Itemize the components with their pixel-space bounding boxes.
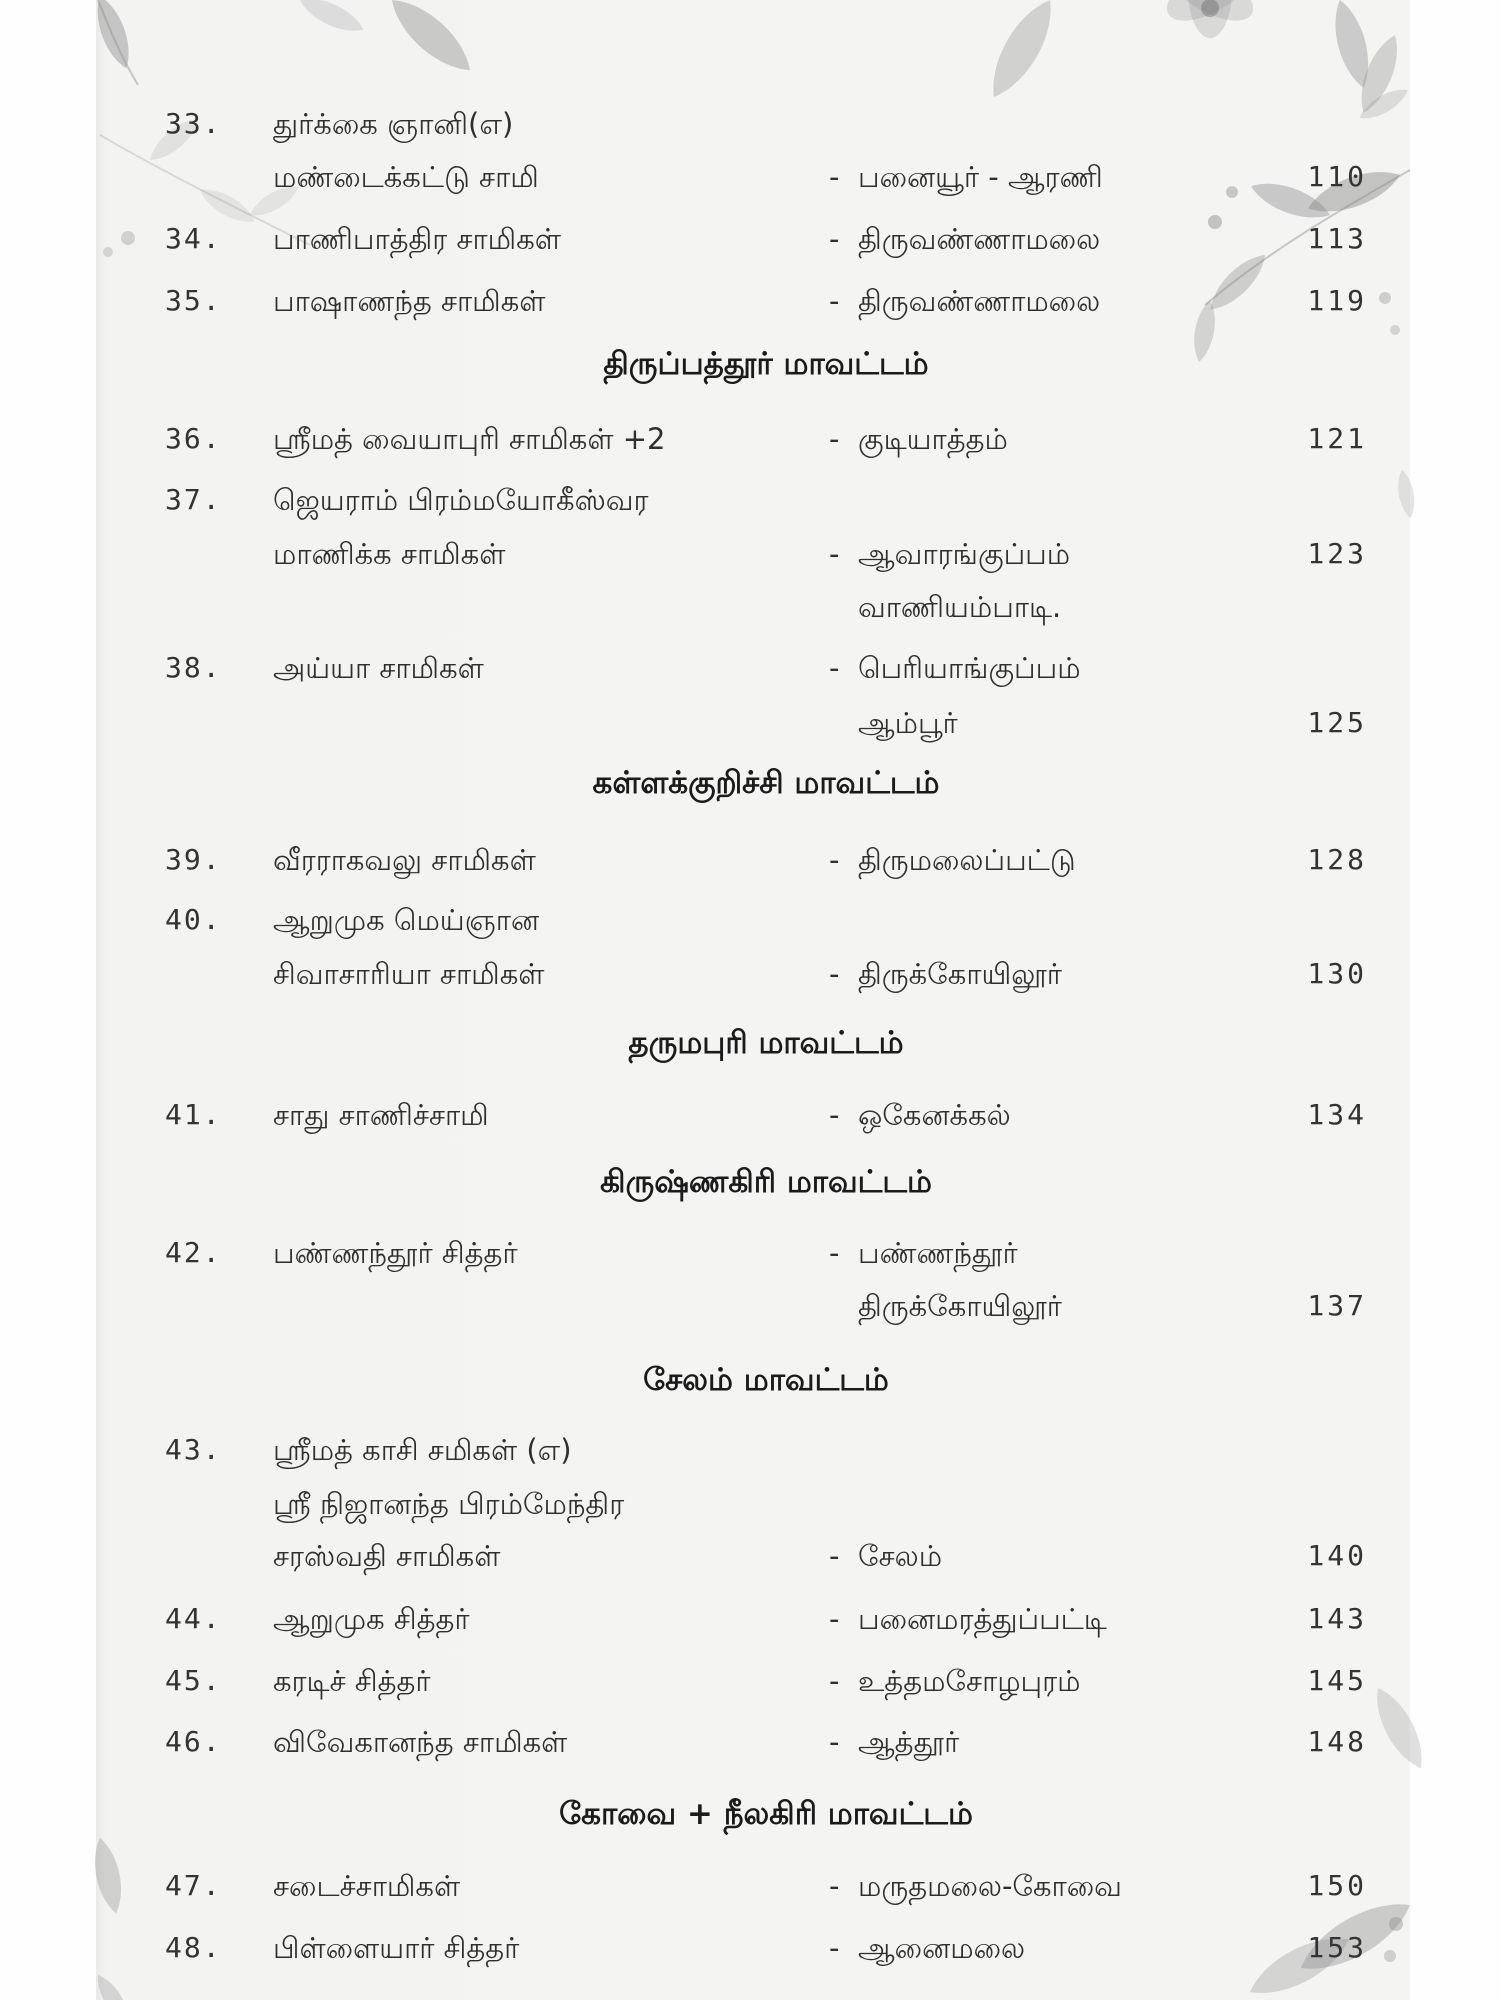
entry-page-number: 148	[1307, 1725, 1367, 1758]
entry-place: சேலம்	[858, 1539, 943, 1573]
entry-number: 37.	[165, 483, 222, 516]
entry-page-number: 134	[1307, 1098, 1367, 1131]
entry-place: திருவண்ணாமலை	[858, 222, 1101, 256]
entry-place: ஆவாரங்குப்பம்	[858, 537, 1071, 571]
entry-separator: -	[829, 651, 840, 685]
entry-name: மாணிக்க சாமிகள்	[273, 537, 506, 571]
entry-name: ஸ்ரீமத் காசி சமிகள் (எ)	[273, 1433, 572, 1467]
entry-name: பண்ணந்தூர் சித்தர்	[273, 1236, 518, 1270]
entry-separator: -	[829, 1664, 840, 1698]
district-heading: திருப்பத்தூர் மாவட்டம்	[603, 346, 929, 382]
entry-number: 46.	[165, 1725, 222, 1758]
entry-name: வீரராகவலு சாமிகள்	[273, 843, 536, 877]
entry-place: திருமலைப்பட்டு	[858, 843, 1076, 877]
entry-place: ஆம்பூர்	[858, 706, 958, 740]
entry-name: சடைச்சாமிகள்	[273, 1869, 461, 1903]
district-heading: கோவை + நீலகிரி மாவட்டம்	[559, 1796, 973, 1832]
entry-number: 41.	[165, 1098, 222, 1131]
entry-number: 44.	[165, 1602, 222, 1635]
entry-place: குடியாத்தம்	[858, 422, 1008, 456]
entry-number: 38.	[165, 651, 222, 684]
entry-place: திருவண்ணாமலை	[858, 284, 1101, 318]
entry-number: 48.	[165, 1931, 222, 1964]
entry-page-number: 130	[1307, 957, 1367, 990]
entry-separator: -	[829, 843, 840, 877]
entry-page-number: 145	[1307, 1664, 1367, 1697]
entry-page-number: 113	[1307, 222, 1367, 255]
entry-name: மண்டைக்கட்டு சாமி	[273, 160, 539, 194]
entry-separator: -	[829, 1725, 840, 1759]
entry-separator: -	[829, 222, 840, 256]
entry-page-number: 128	[1307, 843, 1367, 876]
entry-separator: -	[829, 284, 840, 318]
entry-name: சரஸ்வதி சாமிகள்	[273, 1539, 501, 1573]
entry-name: சாது சாணிச்சாமி	[273, 1098, 489, 1132]
entry-place: ஒகேனக்கல்	[858, 1098, 1011, 1132]
entry-number: 36.	[165, 422, 222, 455]
entry-name: துர்க்கை ஞானி(எ)	[273, 107, 514, 141]
bottom-left-leaves	[89, 1836, 135, 2000]
entry-separator: -	[829, 1869, 840, 1903]
entry-number: 34.	[165, 222, 222, 255]
entry-separator: -	[829, 537, 840, 571]
entry-place: பெரியாங்குப்பம்	[858, 651, 1081, 685]
right-margin-leaves	[1366, 469, 1433, 1775]
entry-number: 35.	[165, 284, 222, 317]
entry-page-number: 121	[1307, 422, 1367, 455]
entry-place: உத்தமசோழபுரம்	[858, 1664, 1081, 1698]
entry-number: 43.	[165, 1433, 222, 1466]
entry-separator: -	[829, 422, 840, 456]
district-heading: சேலம் மாவட்டம்	[643, 1362, 889, 1398]
entry-page-number: 110	[1307, 160, 1367, 193]
entry-number: 33.	[165, 107, 222, 140]
entry-page-number: 137	[1307, 1289, 1367, 1322]
entry-name: கரடிச் சித்தர்	[273, 1664, 431, 1698]
entry-name: ஸ்ரீமத் வையாபுரி சாமிகள் +2	[273, 422, 666, 456]
entry-page-number: 150	[1307, 1869, 1367, 1902]
top-right-flower	[1157, 0, 1262, 38]
top-left-leaves	[89, 0, 480, 85]
entry-name: சிவாசாரியா சாமிகள்	[273, 957, 545, 991]
entry-page-number: 143	[1307, 1602, 1367, 1635]
entry-separator: -	[829, 1539, 840, 1573]
entry-page-number: 123	[1307, 537, 1367, 570]
entry-place: ஆத்தூர்	[858, 1725, 960, 1759]
entry-name: அய்யா சாமிகள்	[273, 651, 484, 685]
entry-name: ஆறுமுக சித்தர்	[273, 1602, 470, 1636]
entry-name: பாஷாணந்த சாமிகள்	[273, 284, 546, 318]
entry-page-number: 119	[1307, 284, 1367, 317]
entry-separator: -	[829, 957, 840, 991]
entry-place: பனையூர் - ஆரணி	[858, 160, 1103, 194]
entry-number: 40.	[165, 903, 222, 936]
entry-name: ஆறுமுக மெய்ஞான	[273, 903, 540, 937]
entry-separator: -	[829, 1602, 840, 1636]
right-branch-leaves	[1190, 161, 1410, 363]
entry-number: 42.	[165, 1236, 222, 1269]
entry-number: 39.	[165, 843, 222, 876]
entry-place: பண்ணந்தூர்	[858, 1236, 1018, 1270]
entry-place: திருக்கோயிலூர்	[858, 957, 1062, 991]
entry-name: ஸ்ரீ நிஜானந்த பிரம்மேந்திர	[273, 1487, 625, 1521]
entry-separator: -	[829, 1098, 840, 1132]
district-heading: கிருஷ்ணகிரி மாவட்டம்	[600, 1164, 932, 1200]
entry-page-number: 140	[1307, 1539, 1367, 1572]
entry-page-number: 125	[1307, 706, 1367, 739]
entry-place: வாணியம்பாடி.	[858, 590, 1062, 624]
entry-name: விவேகானந்த சாமிகள்	[273, 1725, 568, 1759]
entry-place: ஆனைமலை	[858, 1931, 1026, 1965]
entry-number: 47.	[165, 1869, 222, 1902]
entry-separator: -	[829, 160, 840, 194]
entry-separator: -	[829, 1931, 840, 1965]
entry-place: பனைமரத்துப்பட்டி	[858, 1602, 1107, 1636]
entry-name: பிள்ளையார் சித்தர்	[273, 1931, 520, 1965]
entry-place: திருக்கோயிலூர்	[858, 1289, 1062, 1323]
entry-page-number: 153	[1307, 1931, 1367, 1964]
entry-name: ஜெயராம் பிரம்மயோகீஸ்வர	[273, 483, 649, 517]
entry-number: 45.	[165, 1664, 222, 1697]
entry-place: மருதமலை-கோவை	[858, 1869, 1122, 1903]
district-heading: தருமபுரி மாவட்டம்	[628, 1025, 904, 1061]
district-heading: கள்ளக்குறிச்சி மாவட்டம்	[592, 765, 940, 801]
entry-separator: -	[829, 1236, 840, 1270]
entry-name: பாணிபாத்திர சாமிகள்	[273, 222, 561, 256]
